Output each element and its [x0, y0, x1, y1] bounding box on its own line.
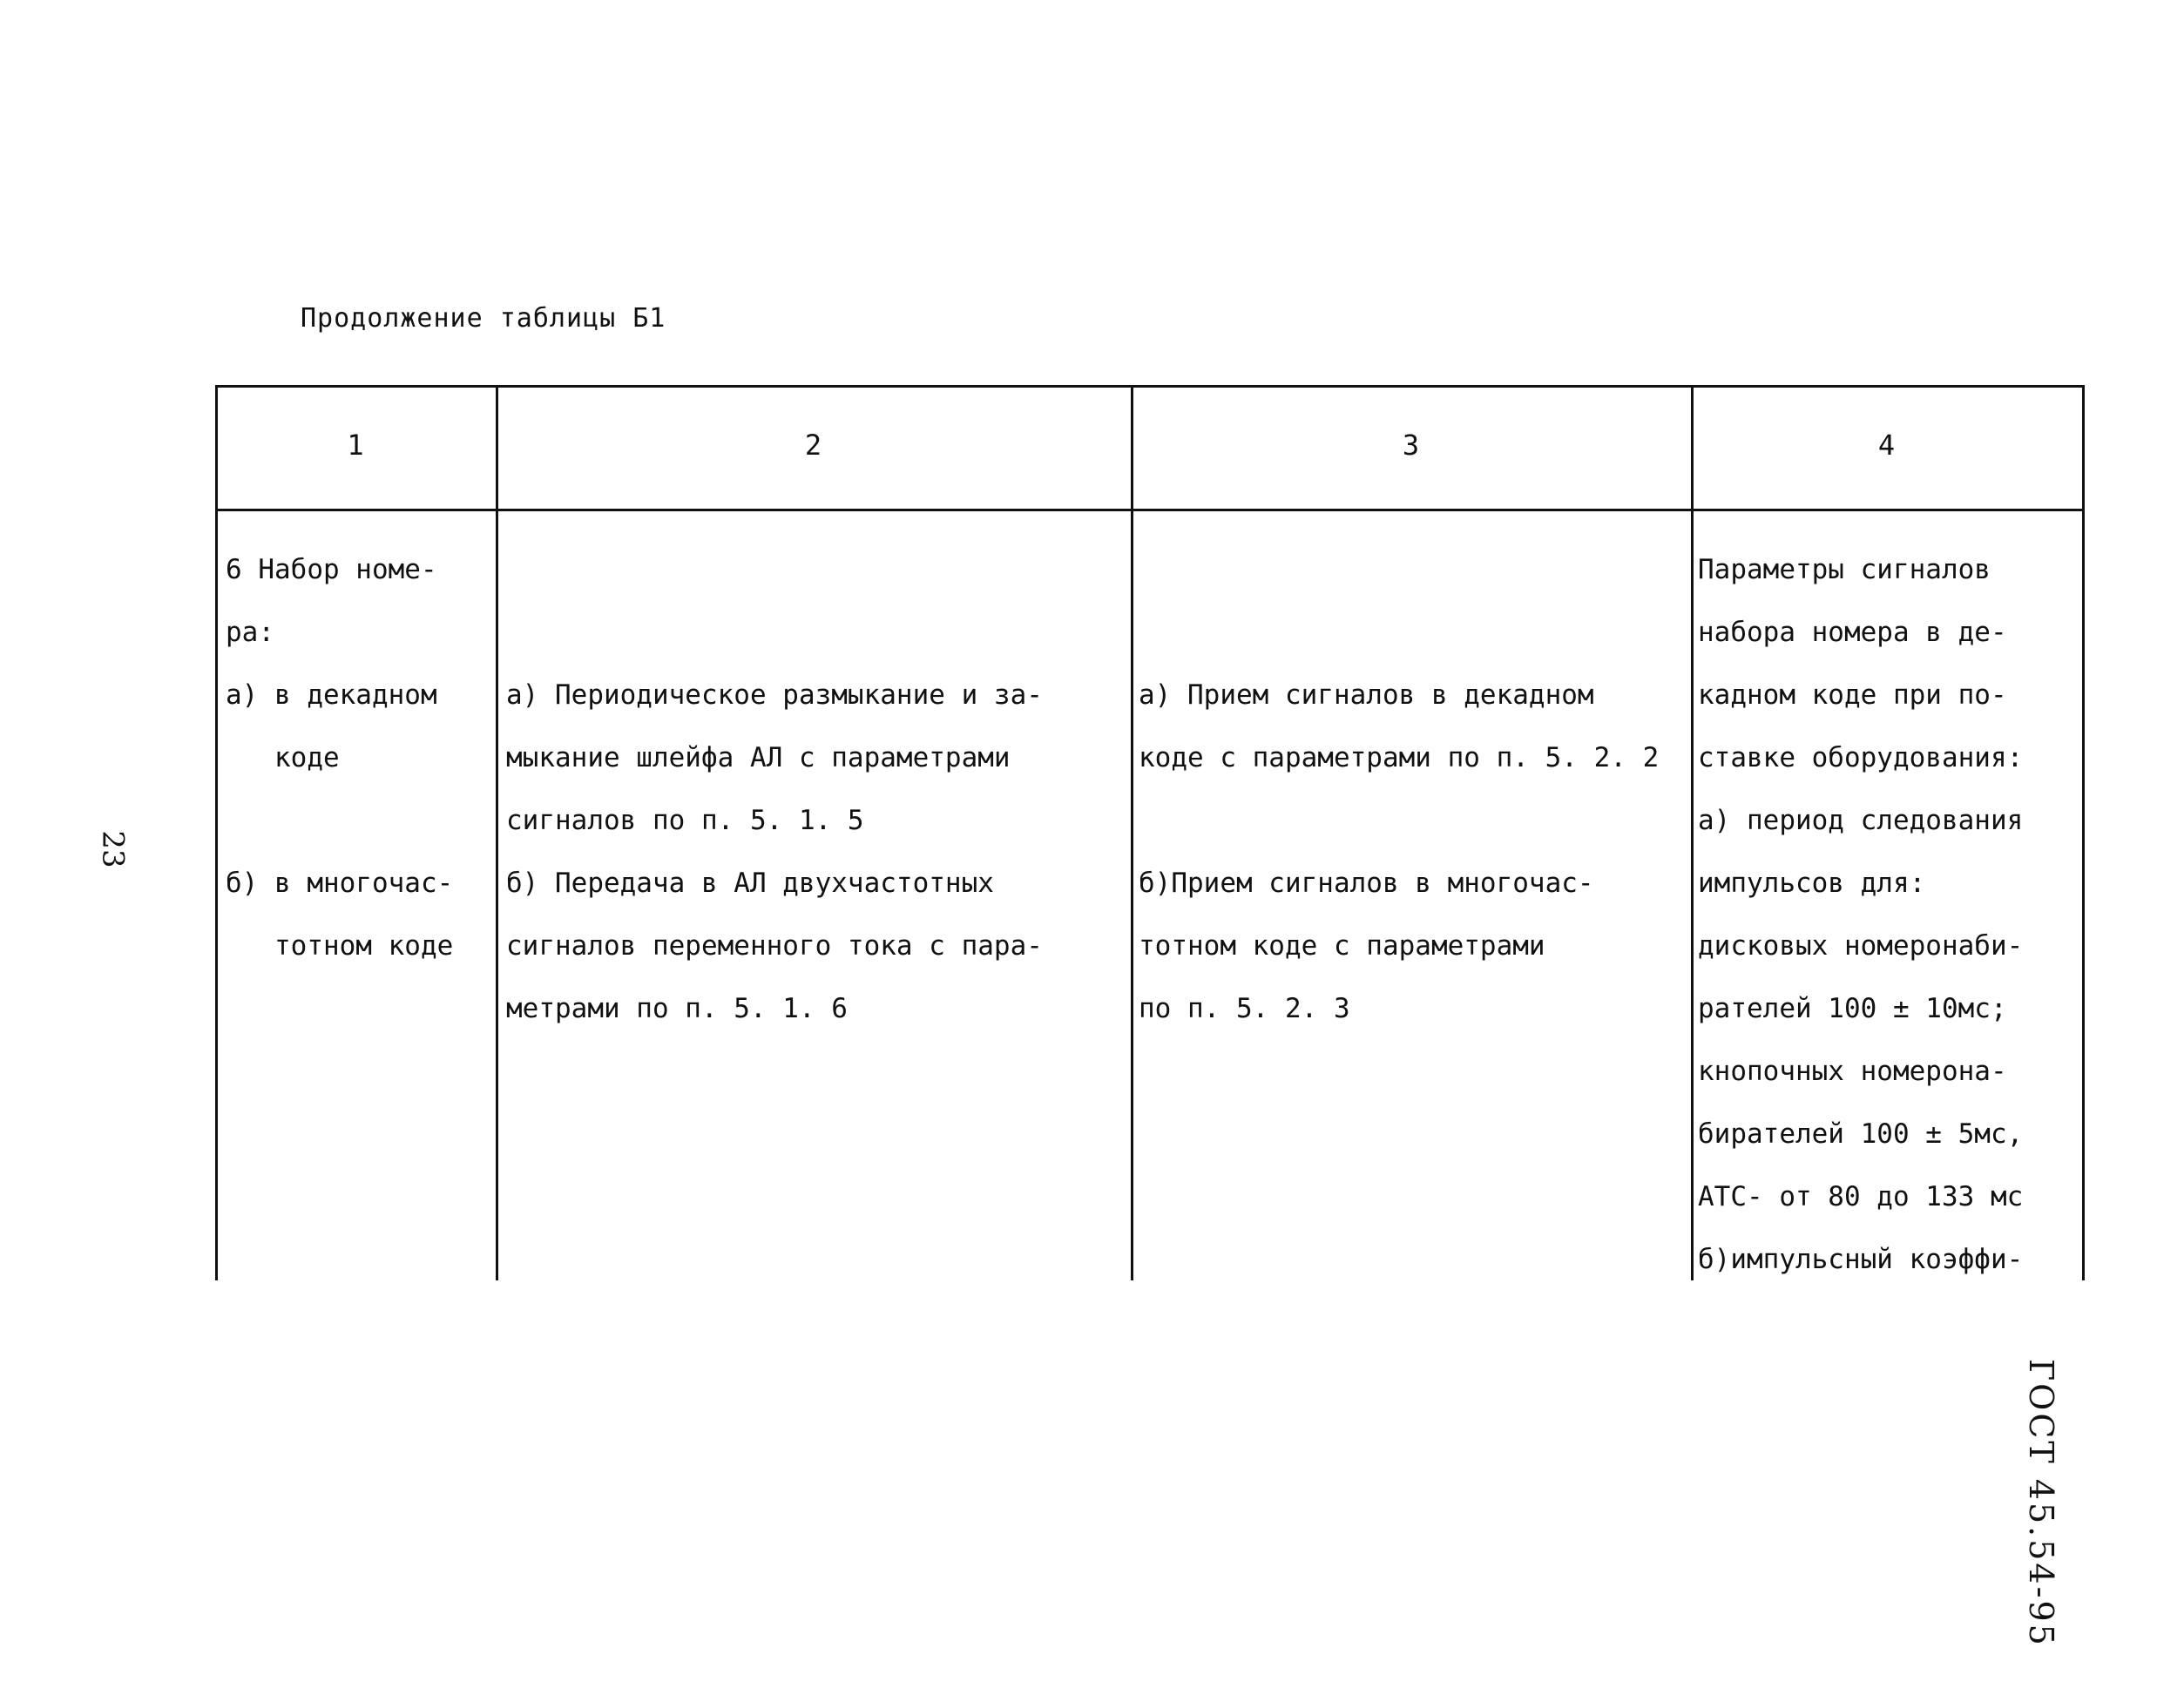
- col2-line: а) Периодическое размыкание и за-: [506, 679, 1043, 711]
- col3-line: а) Прием сигналов в декадном: [1139, 679, 1594, 711]
- col2-line: сигналов по п. 5. 1. 5: [506, 805, 864, 836]
- col1-line: б) в многочас-: [226, 868, 454, 899]
- col4-line: бирателей 100 ± 5мс,: [1698, 1118, 2024, 1150]
- col4-line: кадном коде при по-: [1698, 679, 2007, 711]
- col4-line: набора номера в де-: [1698, 617, 2007, 648]
- col4-line: Параметры сигналов: [1698, 554, 1991, 585]
- col4-line: б)импульсный коэффи-: [1698, 1244, 2024, 1275]
- col4-line: ставке оборудования:: [1698, 742, 2024, 773]
- col2-line: метрами по п. 5. 1. 6: [506, 993, 848, 1024]
- col2-line: мыкание шлейфа АЛ с параметрами: [506, 742, 1011, 773]
- col1-line: 6 Набор номе-: [226, 554, 437, 585]
- header-col-3: 3: [1402, 429, 1420, 462]
- col1-line: а) в декадном: [226, 679, 437, 711]
- header-col-1: 1: [347, 429, 364, 462]
- table-left-border: [215, 385, 218, 1280]
- col3-line: тотном коде с параметрами: [1139, 930, 1545, 962]
- column-divider-1: [496, 385, 498, 1280]
- column-divider-2: [1131, 385, 1133, 1280]
- col3-line: б)Прием сигналов в многочас-: [1139, 868, 1594, 899]
- col4-line: кнопочных номерона-: [1698, 1056, 2007, 1087]
- col4-line: а) период следования: [1698, 805, 2024, 836]
- table-right-border: [2082, 385, 2085, 1280]
- col4-line: импульсов для:: [1698, 868, 1926, 899]
- column-divider-3: [1691, 385, 1694, 1280]
- col1-line: ра:: [226, 617, 274, 648]
- data-table: [215, 385, 2085, 1280]
- page-number: 23: [95, 830, 131, 868]
- header-col-2: 2: [804, 429, 822, 462]
- document-code: ГОСТ 45.54-95: [2022, 1359, 2060, 1648]
- col2-line: б) Передача в АЛ двухчастотных: [506, 868, 994, 899]
- col3-line: коде с параметрами по п. 5. 2. 2: [1139, 742, 1660, 773]
- col4-line: АТС- от 80 до 133 мс: [1698, 1181, 2024, 1212]
- col4-line: дисковых номеронаби-: [1698, 930, 2024, 962]
- col4-line: рателей 100 ± 10мс;: [1698, 993, 2007, 1024]
- table-caption: Продолжение таблицы Б1: [301, 303, 666, 334]
- col1-line: тотном коде: [226, 930, 454, 962]
- header-col-4: 4: [1877, 429, 1896, 462]
- col3-line: по п. 5. 2. 3: [1139, 993, 1350, 1024]
- col1-line: коде: [226, 742, 340, 773]
- col2-line: сигналов переменного тока с пара-: [506, 930, 1043, 962]
